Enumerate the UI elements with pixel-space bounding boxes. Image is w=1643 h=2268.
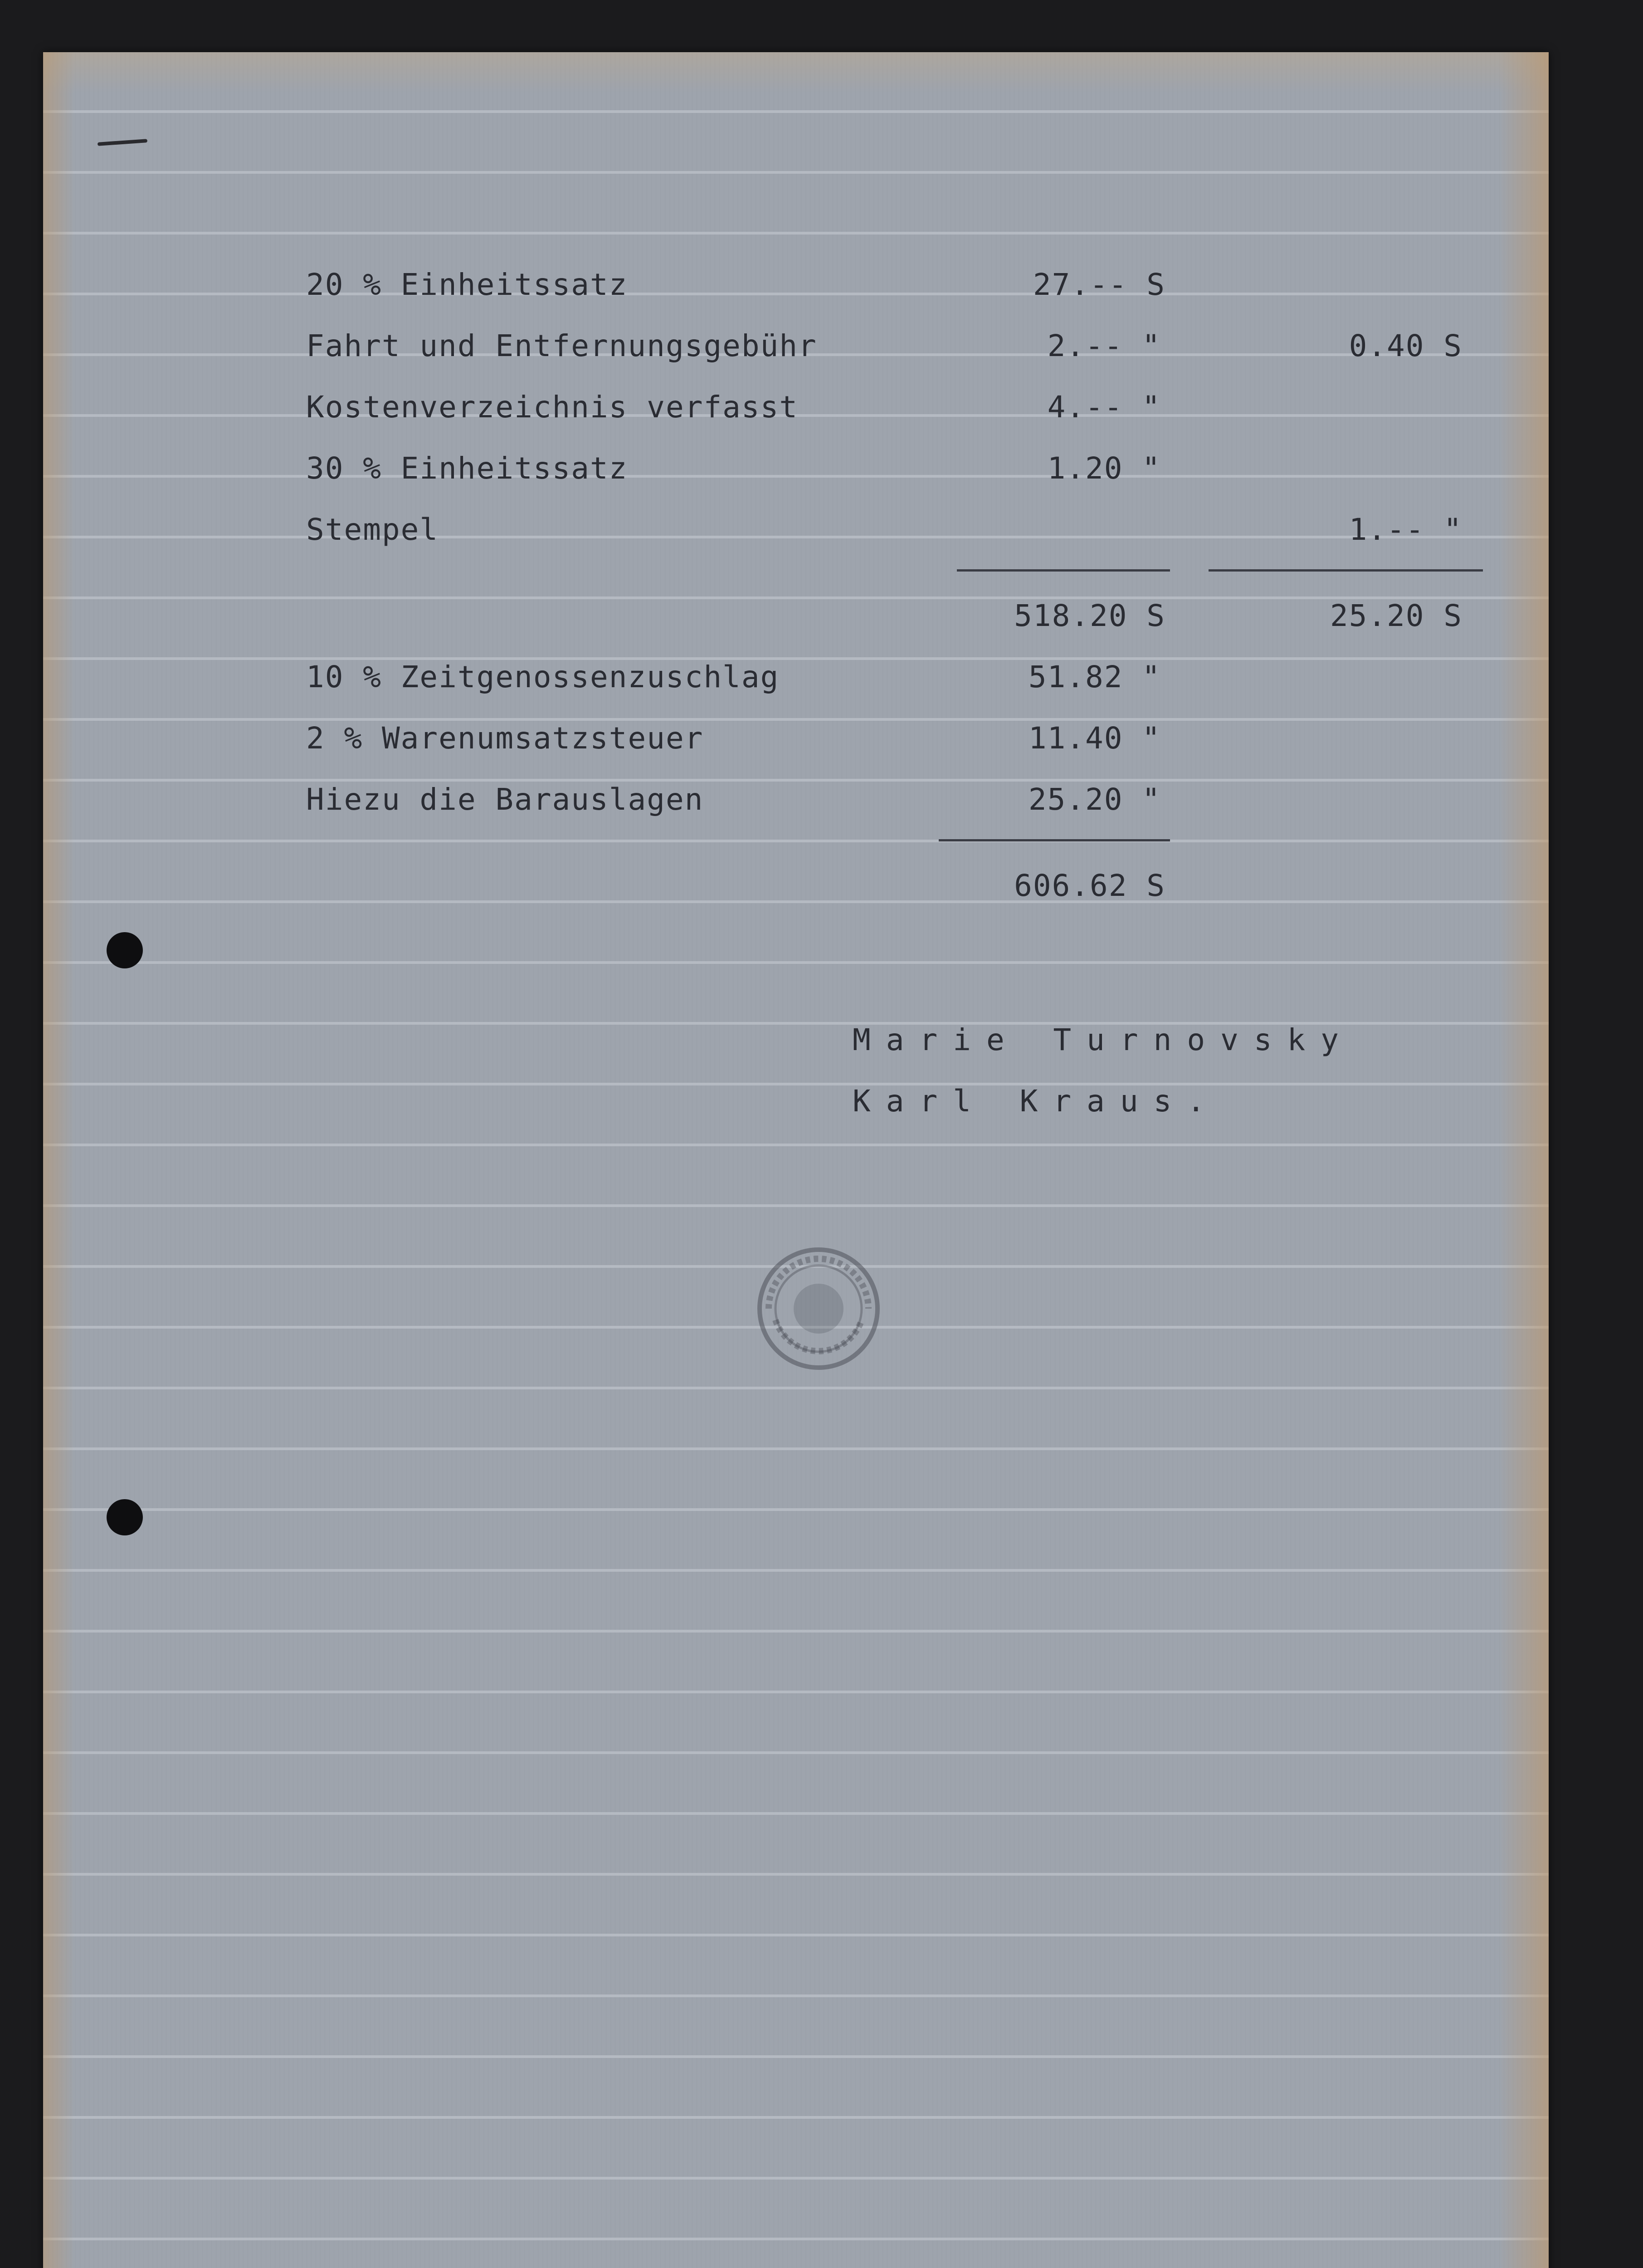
punch-hole-top [107,932,143,968]
signatory-first: Marie Turnovsky [853,1022,1355,1057]
addition-label: 10 % Zeitgenossenzuschlag [306,660,780,694]
addition-amount: 25.20 " [1028,782,1161,817]
addition-label: Hiezu die Barauslagen [306,782,704,817]
ledger-label: 20 % Einheitssatz [306,267,628,302]
document-page [43,52,1549,2268]
ledger-expense: 1.-- " [1349,512,1463,547]
addition-amount: 51.82 " [1028,660,1161,694]
punch-hole-bottom [107,1499,143,1535]
total-rule [939,839,1170,841]
addition-amount: 11.40 " [1028,721,1161,756]
ledger-amount: 1.20 " [1047,451,1161,486]
ledger-amount: 2.-- " [1047,328,1161,363]
subtotal-rule-amount [957,569,1170,572]
ledger-label: Fahrt und Entfernungsgebühr [306,328,817,363]
signatory-second: Karl Kraus. [853,1084,1221,1119]
corner-pen-mark [98,139,147,146]
official-stamp [751,1241,887,1377]
ledger-label: Kostenverzeichnis verfasst [306,390,799,425]
ledger-amount: 4.-- " [1047,390,1161,425]
subtotal-amount: 518.20 S [1014,598,1165,633]
ledger-expense: 0.40 S [1349,328,1463,363]
grand-total: 606.62 S [1014,868,1165,903]
subtotal-expense: 25.20 S [1330,598,1463,633]
subtotal-rule-expense [1209,569,1483,572]
addition-label: 2 % Warenumsatzsteuer [306,721,704,756]
ledger-amount: 27.-- S [1033,267,1165,302]
ledger-label: Stempel [306,512,439,547]
ledger-label: 30 % Einheitssatz [306,451,628,486]
